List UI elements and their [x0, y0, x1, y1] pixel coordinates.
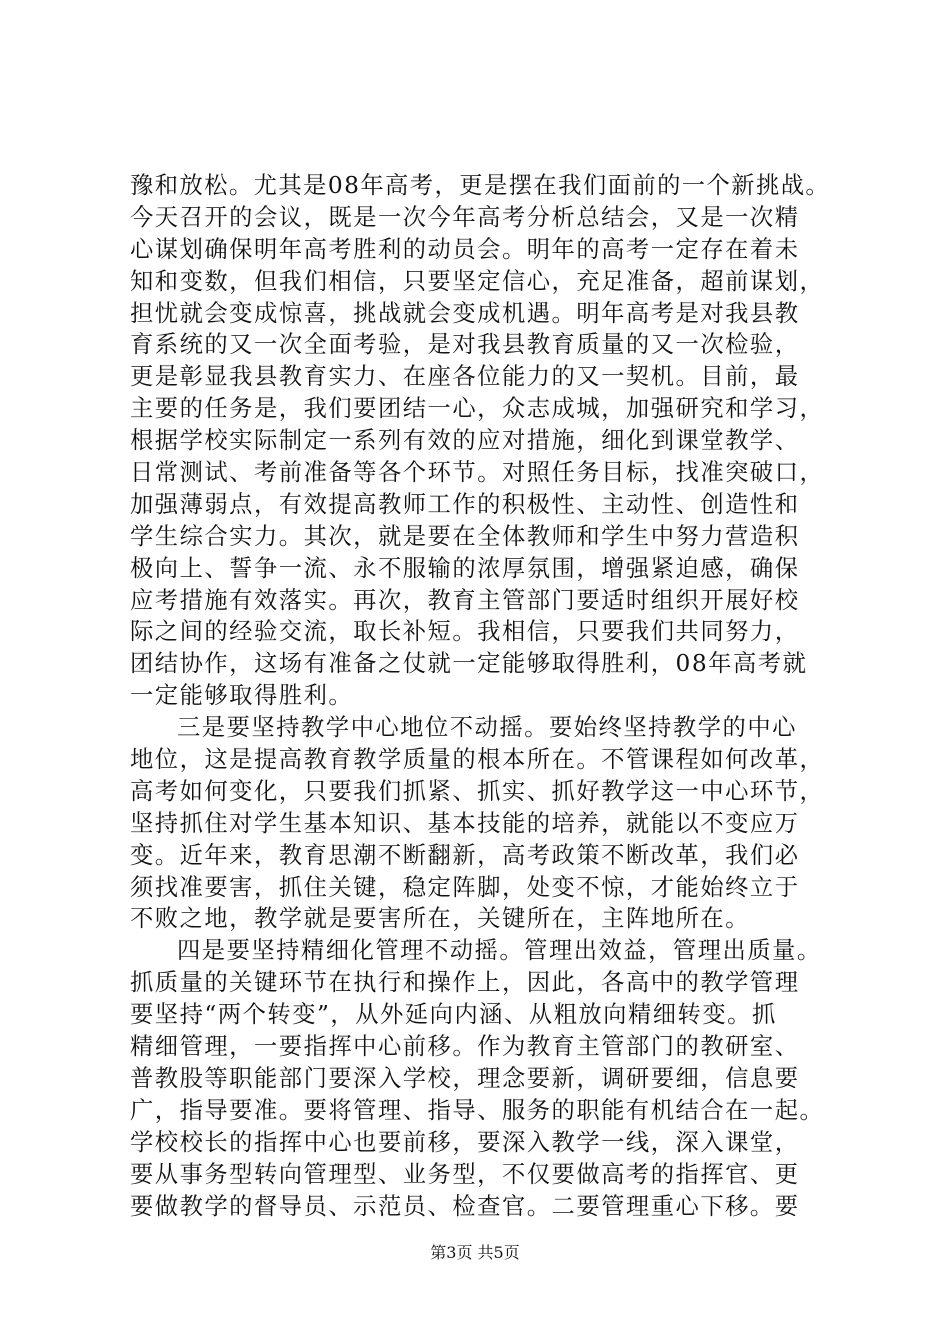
text-line: 一定能够取得胜利。	[130, 682, 354, 710]
text-line: 日常测试、考前准备等各个环节。对照任务目标，找准突破口，	[130, 459, 825, 487]
text-line: 变。近年来，教育思潮不断翻新，高考政策不断改革，我们必	[130, 841, 800, 869]
text-line: 四是要坚持精细化管理不动摇。管理出效益，管理出质量。	[177, 937, 822, 965]
text-line: 知和变数，但我们相信，只要坚定信心，充足准备，超前谋划，	[130, 267, 825, 295]
text-line: 要做教学的督导员、示范员、检查官。二要管理重心下移。要	[130, 1192, 800, 1220]
text-line: 豫和放松。尤其是08年高考，更是摆在我们面前的一个新挑战。	[130, 172, 831, 199]
text-line: 学生综合实力。其次，就是要在全体教师和学生中努力营造积	[130, 522, 800, 550]
text-line: 不败之地，教学就是要害所在，关键所在，主阵地所在。	[130, 905, 750, 933]
text-line: 坚持抓住对学生基本知识、基本技能的培养，就能以不变应万	[130, 809, 800, 837]
text-line: 极向上、誓争一流、永不服输的浓厚氛围，增强紧迫感，确保	[130, 554, 800, 582]
text-line: 更是彰显我县教育实力、在座各位能力的又一契机。目前，最	[130, 363, 800, 391]
text-line: 今天召开的会议，既是一次今年高考分析总结会，又是一次精	[130, 203, 800, 231]
text-line: 高考如何变化，只要我们抓紧、抓实、抓好教学这一中心环节，	[130, 777, 825, 805]
text-line: 地位，这是提高教育教学质量的根本所在。不管课程如何改革，	[130, 746, 825, 774]
text-line: 须找准要害，抓住关键，稳定阵脚，处变不惊，才能始终立于	[130, 873, 800, 901]
text-line: 加强薄弱点，有效提高教师工作的积极性、主动性、创造性和	[130, 490, 800, 518]
text-line: 育系统的又一次全面考验，是对我县教育质量的又一次检验，	[130, 331, 800, 359]
text-line: 担忧就会变成惊喜，挑战就会变成机遇。明年高考是对我县教	[130, 299, 800, 327]
text-line: 主要的任务是，我们要团结一心，众志成城，加强研究和学习，	[130, 395, 825, 423]
text-line: 要从事务型转向管理型、业务型，不仅要做高考的指挥官、更	[130, 1160, 800, 1188]
page-footer: 第3页 共5页	[430, 1243, 520, 1262]
text-line: 根据学校实际制定一系列有效的应对措施，细化到课堂教学、	[130, 427, 800, 455]
text-line: 际之间的经验交流，取长补短。我相信，只要我们共同努力，	[130, 618, 800, 646]
text-line: 精细管理，一要指挥中心前移。作为教育主管部门的教研室、	[130, 1033, 800, 1061]
text-line: 要坚持“两个转变”，从外延向内涵、从粗放向精细转变。抓	[130, 1001, 777, 1029]
text-line: 应考措施有效落实。再次，教育主管部门要适时组织开展好校	[130, 586, 800, 614]
text-line: 三是要坚持教学中心地位不动摇。要始终坚持教学的中心	[177, 714, 797, 742]
text-line: 抓质量的关键环节在执行和操作上，因此，各高中的教学管理	[130, 969, 800, 997]
text-line: 团结协作，这场有准备之仗就一定能够取得胜利，08年高考就	[130, 650, 808, 678]
text-line: 学校校长的指挥中心也要前移，要深入教学一线，深入课堂，	[130, 1128, 800, 1156]
body-text	[130, 170, 830, 1222]
text-line: 广，指导要准。要将管理、指导、服务的职能有机结合在一起。	[130, 1096, 825, 1124]
text-line: 心谋划确保明年高考胜利的动员会。明年的高考一定存在着未	[130, 235, 800, 263]
text-line: 普教股等职能部门要深入学校，理念要新，调研要细，信息要	[130, 1064, 800, 1092]
